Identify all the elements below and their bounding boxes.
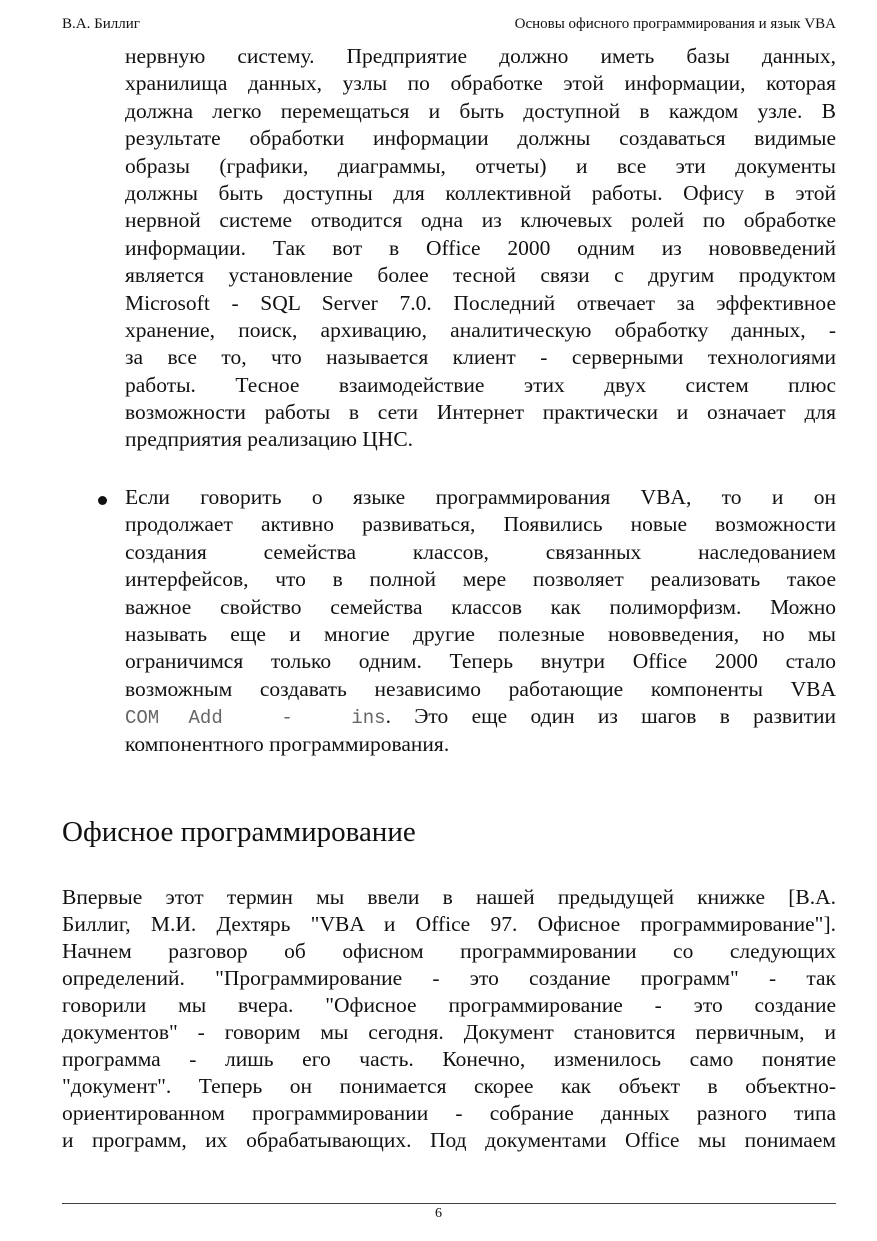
text-line: предприятия реализацию ЦНС. <box>125 427 414 452</box>
text-line: компонентного программирования. <box>125 731 450 756</box>
text-line: документов" - говорим мы сегодня. Документ становится первичным, и <box>62 1020 836 1044</box>
text-line: ориентированном программировании - собрание данных разного типа <box>62 1101 836 1125</box>
text-line: Если говорить о языке программирования VBA, то и он <box>125 485 836 509</box>
text-line: "документ". Теперь он понимается скорее как объект в объектно- <box>62 1074 836 1098</box>
text-line: говорили мы вчера. "Офисное программирование - это создание <box>62 993 836 1017</box>
text-line: является установление более тесной связи с другим продуктом <box>125 263 836 288</box>
text-line: образы (графики, диаграммы, отчеты) и все эти документы <box>125 153 836 178</box>
text-line: хранение, поиск, архивацию, аналитическую обработку данных, - <box>125 317 836 342</box>
footer-divider <box>62 1203 836 1204</box>
running-header-title: Основы офисного программирования и язык VBA <box>514 16 836 32</box>
text-line: Биллиг, М.И. Дехтярь "VBA и Office 97. Офисное программирование"]. <box>62 912 836 936</box>
text-line: информации. Так вот в Office 2000 одним из нововведений <box>125 235 836 260</box>
text-line: создания семейства классов, связанных наследованием <box>125 539 836 564</box>
text-line: Впервые этот термин мы ввели в нашей предыдущей книжке [В.А. <box>62 885 836 909</box>
text-line: хранилища данных, узлы по обработке этой информации, которая <box>125 71 836 96</box>
running-header-author: В.А. Биллиг <box>62 16 140 32</box>
text-line: за все то, что называется клиент - серверными технологиями <box>125 345 836 370</box>
text-line: интерфейсов, что в полной мере позволяет реализовать такое <box>125 567 836 592</box>
text-line: называть еще и многие другие полезные нововведения, но мы <box>125 621 836 646</box>
text-line: нервную систему. Предприятие должно иметь базы данных, <box>125 44 836 68</box>
text-line: результате обработки информации должны создаваться видимые <box>125 126 836 151</box>
code-term: COM Add - ins <box>125 707 386 730</box>
text-line: работы. Тесное взаимодействие этих двух систем плюс <box>125 372 836 397</box>
text-line: определений. "Программирование - это создание программ" - так <box>62 966 836 990</box>
page-number: 6 <box>435 1206 442 1221</box>
text-line: Microsoft - SQL Server 7.0. Последний отвечает за эффективное <box>125 290 836 315</box>
text-line: нервной системе отводится одна из ключевых ролей по обработке <box>125 208 836 233</box>
text-line: должны быть доступны для коллективной работы. Офису в этой <box>125 180 836 205</box>
text-line <box>125 703 836 730</box>
section-heading: Офисное программирование <box>62 816 416 848</box>
text-line: программа - лишь его часть. Конечно, изменилось само понятие <box>62 1047 836 1071</box>
list-item-continued <box>125 43 836 454</box>
bullet-icon <box>98 496 107 505</box>
text-line: возможности работы в сети Интернет практически и означает для <box>125 400 836 425</box>
text-line: ограничимся только одним. Теперь внутри Office 2000 стало <box>125 649 836 674</box>
text-segment: . Это еще один из шагов в развитии <box>385 704 837 729</box>
body-paragraph <box>62 884 836 1154</box>
list-item-vba <box>125 484 836 758</box>
text-line: возможным создавать независимо работающие компоненты VBA <box>125 676 836 701</box>
text-line: Начнем разговор об офисном программировании со следующих <box>62 939 836 963</box>
text-line: продолжает активно развиваться, Появились новые возможности <box>125 512 836 537</box>
text-line: должна легко перемещаться и быть доступной в каждом узле. В <box>125 98 836 123</box>
text-line: и программ, их обрабатывающих. Под документами Office мы понимаем <box>62 1128 836 1152</box>
text-line: важное свойство семейства классов как полиморфизм. Можно <box>125 594 836 619</box>
